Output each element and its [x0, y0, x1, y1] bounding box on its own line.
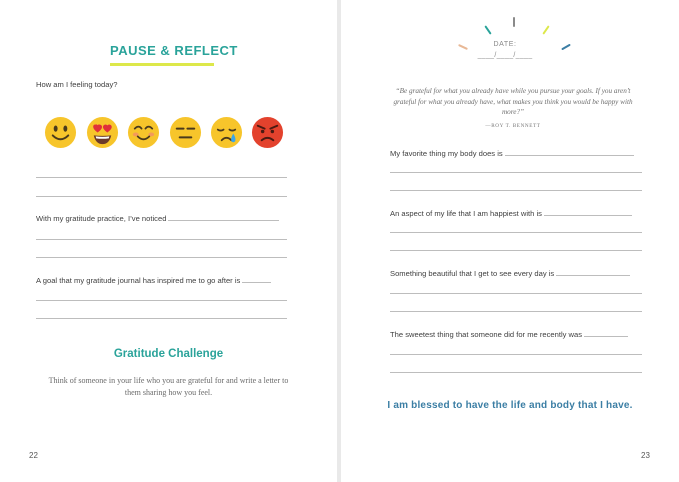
writing-line[interactable] [390, 311, 642, 312]
beautiful-prompt [390, 268, 630, 278]
challenge-text: Think of someone in your life who you are grateful for and write a letter to them sharing how you feel. [48, 376, 289, 397]
expressionless-face-icon[interactable] [169, 116, 202, 149]
ray-icon [542, 25, 549, 34]
sweetest-answer-blank[interactable] [584, 329, 628, 337]
happiest-prompt [390, 208, 632, 218]
sweetest-prompt-text: The sweetest thing that someone did for me recently was [390, 330, 583, 339]
writing-line[interactable] [390, 354, 642, 355]
goal-answer-blank[interactable] [242, 275, 271, 283]
body-prompt [390, 148, 634, 158]
writing-line[interactable] [390, 190, 642, 191]
date-block [465, 41, 545, 59]
goal-prompt [36, 275, 271, 285]
writing-line[interactable] [36, 177, 287, 178]
date-label: DATE: [493, 41, 517, 48]
happiest-prompt-text: An aspect of my life that I am happiest with is [390, 209, 542, 218]
writing-line[interactable] [36, 239, 287, 240]
smiling-blushing-face-icon[interactable] [127, 116, 160, 149]
writing-line[interactable] [390, 172, 642, 173]
writing-line[interactable] [390, 372, 642, 373]
practice-prompt [36, 213, 279, 223]
ray-icon [561, 44, 571, 51]
title-underline-bar [110, 63, 214, 66]
angry-face-icon[interactable] [251, 116, 284, 149]
writing-line[interactable] [36, 318, 287, 319]
ray-icon [484, 25, 491, 34]
goal-prompt-text: A goal that my gratitude journal has inspired me to go after is [36, 276, 241, 285]
writing-line[interactable] [36, 257, 287, 258]
writing-line[interactable] [390, 250, 642, 251]
right-page [341, 0, 679, 482]
writing-line[interactable] [36, 196, 287, 197]
quote-text: “Be grateful for what you already have while you pursue your goals. If you aren’t grateful for what you already have, what makes you think you would be happy with more?” [393, 87, 633, 116]
feeling-prompt: How am I feeling today? [36, 80, 118, 89]
quote-author: —ROY T. BENNETT [485, 123, 541, 129]
challenge-title: Gratitude Challenge [113, 348, 224, 360]
crying-face-icon[interactable] [210, 116, 243, 149]
left-page [0, 0, 337, 482]
heart-eyes-face-icon[interactable] [86, 116, 119, 149]
sweetest-prompt [390, 329, 628, 339]
affirmation-text: I am blessed to have the life and body that I have. [387, 400, 633, 411]
body-answer-blank[interactable] [505, 148, 634, 156]
page-number-right: 23 [641, 451, 650, 460]
writing-line[interactable] [36, 300, 287, 301]
grinning-face-icon[interactable] [44, 116, 77, 149]
beautiful-prompt-text: Something beautiful that I get to see every day is [390, 269, 555, 278]
beautiful-answer-blank[interactable] [556, 268, 630, 276]
writing-line[interactable] [390, 293, 642, 294]
practice-answer-blank[interactable] [168, 213, 279, 221]
writing-line[interactable] [390, 232, 642, 233]
ray-icon [513, 17, 515, 27]
body-prompt-text: My favorite thing my body does is [390, 149, 503, 158]
page-number-left: 22 [29, 451, 38, 460]
pause-reflect-title: PAUSE & REFLECT [110, 43, 238, 58]
date-input[interactable]: ____/____/____ [477, 52, 533, 59]
happiest-answer-blank[interactable] [544, 208, 632, 216]
practice-prompt-text: With my gratitude practice, I’ve noticed [36, 214, 167, 223]
